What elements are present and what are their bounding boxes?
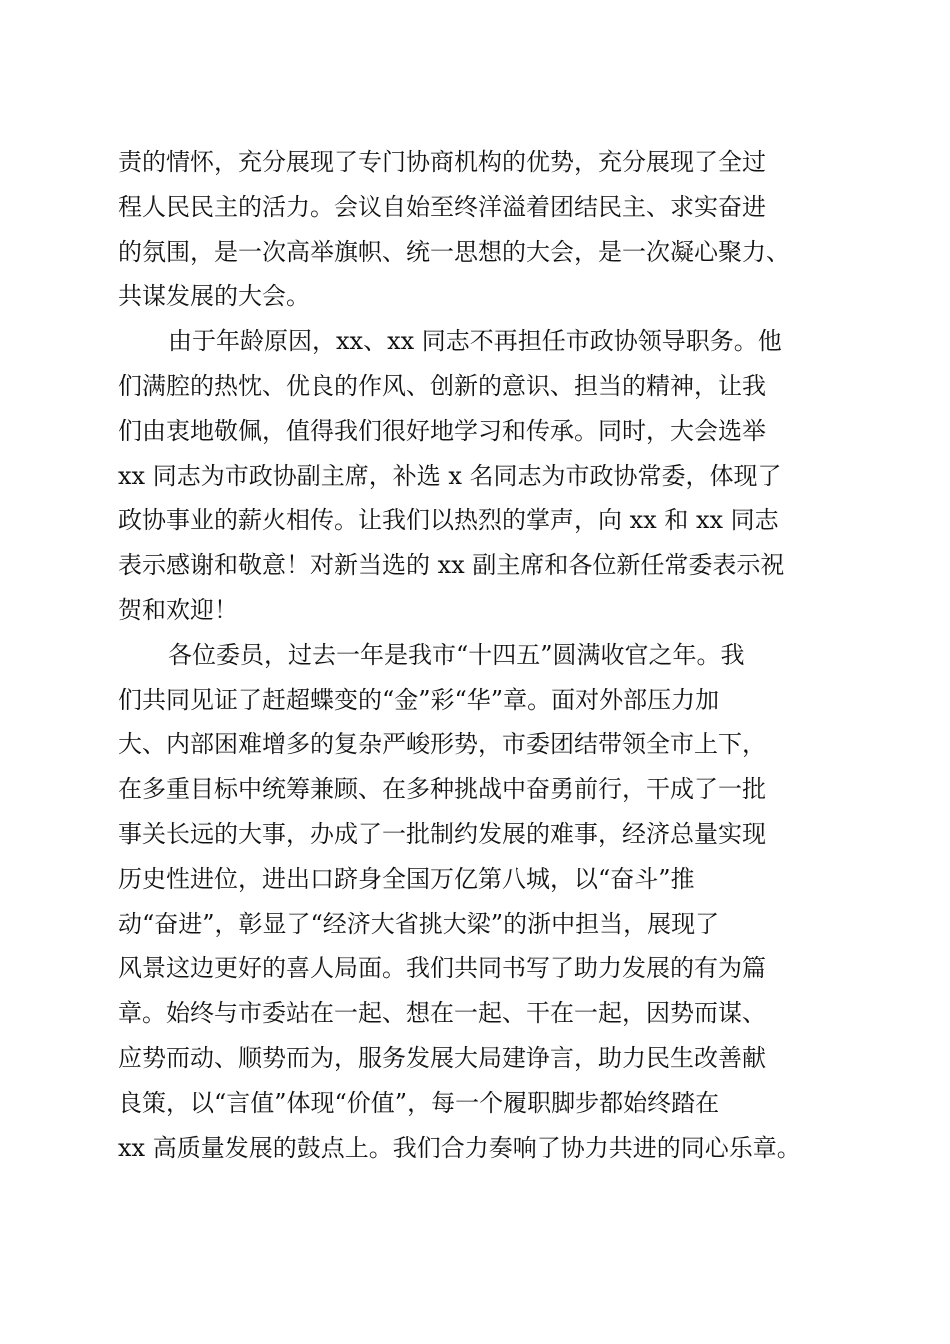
paragraph-line: 们满腔的热忱、优良的作风、创新的意识、担当的精神，让我 — [118, 371, 766, 400]
paragraph-line: 贺和欢迎！ — [118, 595, 238, 624]
paragraph-line: 共谋发展的大会。 — [118, 282, 310, 311]
paragraph-3 — [118, 633, 838, 1171]
paragraph-line: 责的情怀，充分展现了专门协商机构的优势，充分展现了全过 — [118, 148, 766, 176]
paragraph-1 — [118, 140, 838, 319]
paragraph-line: 风景这边更好的喜人局面。我们共同书写了助力发展的有为篇 — [118, 954, 766, 983]
paragraph-line: 政协事业的薪火相传。让我们以热烈的掌声，向 xx 和 xx 同志 — [118, 506, 779, 535]
paragraph-line: 应势而动、顺势而为，服务发展大局建诤言，助力民生改善献 — [118, 1043, 766, 1072]
paragraph-line: 动“奋进”，彰显了“经济大省挑大梁”的浙中担当，展现了 — [118, 909, 720, 938]
paragraph-line: 表示感谢和敬意！对新当选的 xx 副主席和各位新任常委表示祝 — [118, 551, 785, 580]
paragraph-line: 章。始终与市委站在一起、想在一起、干在一起，因势而谋、 — [118, 999, 766, 1028]
paragraph-line: 程人民民主的活力。会议自始至终洋溢着团结民主、求实奋进 — [118, 192, 766, 221]
paragraph-line: xx 同志为市政协副主席，补选 x 名同志为市政协常委，体现了 — [118, 461, 782, 490]
paragraph-line: xx 高质量发展的鼓点上。我们合力奏响了协力共进的同心乐章。 — [118, 1133, 801, 1162]
paragraph-line: 在多重目标中统筹兼顾、在多种挑战中奋勇前行，干成了一批 — [118, 775, 766, 804]
paragraph-line: 历史性进位，进出口跻身全国万亿第八城，以“奋斗”推 — [118, 864, 695, 893]
paragraph-line: 各位委员，过去一年是我市“十四五”圆满收官之年。我 — [168, 640, 745, 669]
paragraph-line: 大、内部困难增多的复杂严峻形势，市委团结带领全市上下， — [118, 730, 766, 759]
paragraph-line: 由于年龄原因，xx、xx 同志不再担任市政协领导职务。他 — [168, 327, 782, 356]
paragraph-line: 事关长远的大事，办成了一批制约发展的难事，经济总量实现 — [118, 819, 766, 848]
paragraph-line: 们共同见证了赶超蝶变的“金”彩“华”章。面对外部压力加 — [118, 685, 720, 714]
paragraph-line: 的氛围，是一次高举旗帜、统一思想的大会，是一次凝心聚力、 — [118, 237, 790, 266]
paragraph-2 — [118, 319, 838, 633]
body-text — [118, 140, 838, 1170]
paragraph-line: 良策，以“言值”体现“价值”，每一个履职脚步都始终踏在 — [118, 1088, 720, 1117]
paragraph-line: 们由衷地敬佩，值得我们很好地学习和传承。同时，大会选举 — [118, 416, 766, 445]
